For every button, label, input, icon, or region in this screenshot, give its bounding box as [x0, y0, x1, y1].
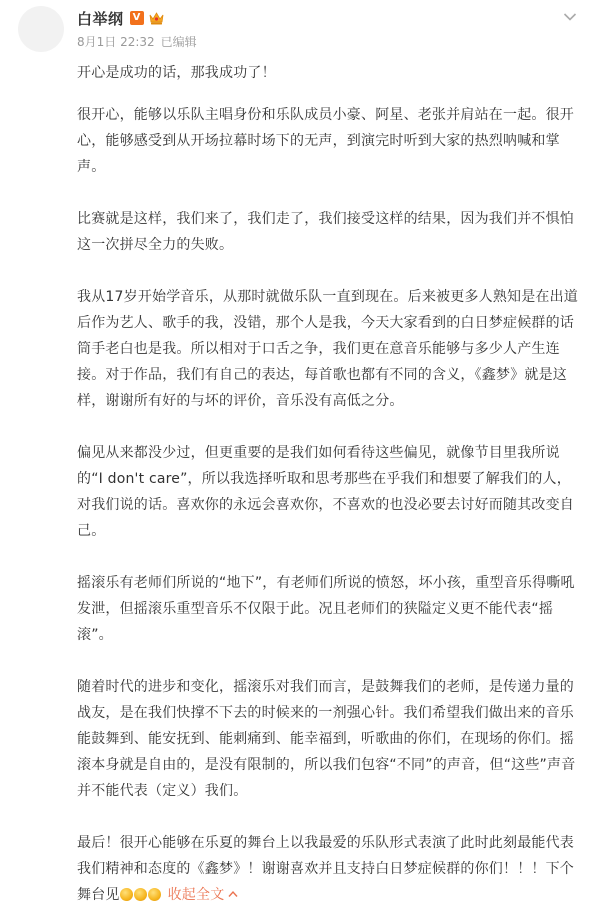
collapse-text-button[interactable] — [168, 887, 239, 903]
post-paragraph-last — [77, 830, 583, 908]
clap-emoji-icon — [120, 888, 133, 901]
post-paragraph: 我从17岁开始学音乐，从那时就做乐队一直到现在。后来被更多人熟知是在出道后作为艺人、歌手的我，没错，那个人是我，今天大家看到的白日梦症候群的话筒手老白也是我。所以相对于口舌之争，我们更在意音乐能够与多少人产生连接。对于作品，我们有自己的表达，每首歌也都有不同的含义，《鑫梦》就是这样，谢谢所有好的与坏的评价，音乐没有高低之分。 — [77, 289, 579, 409]
post-paragraph: 开心是成功的话，那我成功了！ — [77, 65, 276, 81]
vip-crown-icon[interactable] — [148, 11, 165, 26]
post-paragraph: 偏见从来都没少过，但更重要的是我们如何看待这些偏见，就像节目里我所说的“I don't care”，所以我选择听取和思考那些在乎我们和想要了解我们的人，对我们说的话。喜欢你的永远会喜欢你，不喜欢的也没必要去讨好而随其改变自己。 — [77, 445, 574, 539]
post-paragraph: 随着时代的进步和变化，摇滚乐对我们而言，是鼓舞我们的老师，是传递力量的战友，是在我们快撑不下去的时候来的一剂强心针。我们希望我们做出来的音乐能鼓舞到、能安抚到、能刺痛到、能幸福到，听歌曲的你们，在现场的你们。摇滚本身就是自由的，是没有限制的，所以我们包容“不同”的声音，但“这些”声音并不能代表（定义）我们。 — [77, 679, 576, 799]
post-date[interactable]: 8月1日 22:32 — [77, 34, 155, 49]
post-content — [77, 60, 583, 908]
post-meta — [77, 32, 577, 50]
author-row — [77, 6, 577, 30]
verified-badge-icon: V — [130, 11, 144, 25]
post-paragraph: 摇滚乐有老师们所说的“地下”，有老师们所说的愤怒，坏小孩，重型音乐得嘶吼发泄，但摇滚乐重型音乐不仅限于此。况且老师们的狭隘定义更不能代表“摇滚”。 — [77, 575, 575, 643]
clap-emoji-icon — [134, 888, 147, 901]
post-paragraph: 很开心，能够以乐队主唱身份和乐队成员小豪、阿星、老张并肩站在一起。很开心，能够感受到从开场拉幕时场下的无声，到演完时听到大家的热烈呐喊和掌声。 — [77, 107, 574, 175]
author-name[interactable]: 白举纲 — [77, 9, 124, 28]
edited-label[interactable]: 已编辑 — [160, 34, 197, 49]
clap-emoji-icon — [148, 888, 161, 901]
post-paragraph: 比赛就是这样，我们来了，我们走了，我们接受这样的结果，因为我们并不惧怕这一次拼尽全力的失败。 — [77, 211, 574, 253]
caret-up-icon — [228, 890, 238, 898]
collapse-label: 收起全文 — [167, 887, 225, 903]
chevron-down-icon[interactable] — [563, 12, 577, 22]
post-header — [77, 6, 577, 50]
avatar[interactable] — [18, 6, 64, 52]
post-paragraph-text: 最后！很开心能够在乐夏的舞台上以我最爱的乐队形式表演了此时此刻最能代表我们精神和态度的《鑫梦》！谢谢喜欢并且支持白日梦症候群的你们！！！下个舞台见 — [77, 835, 574, 903]
